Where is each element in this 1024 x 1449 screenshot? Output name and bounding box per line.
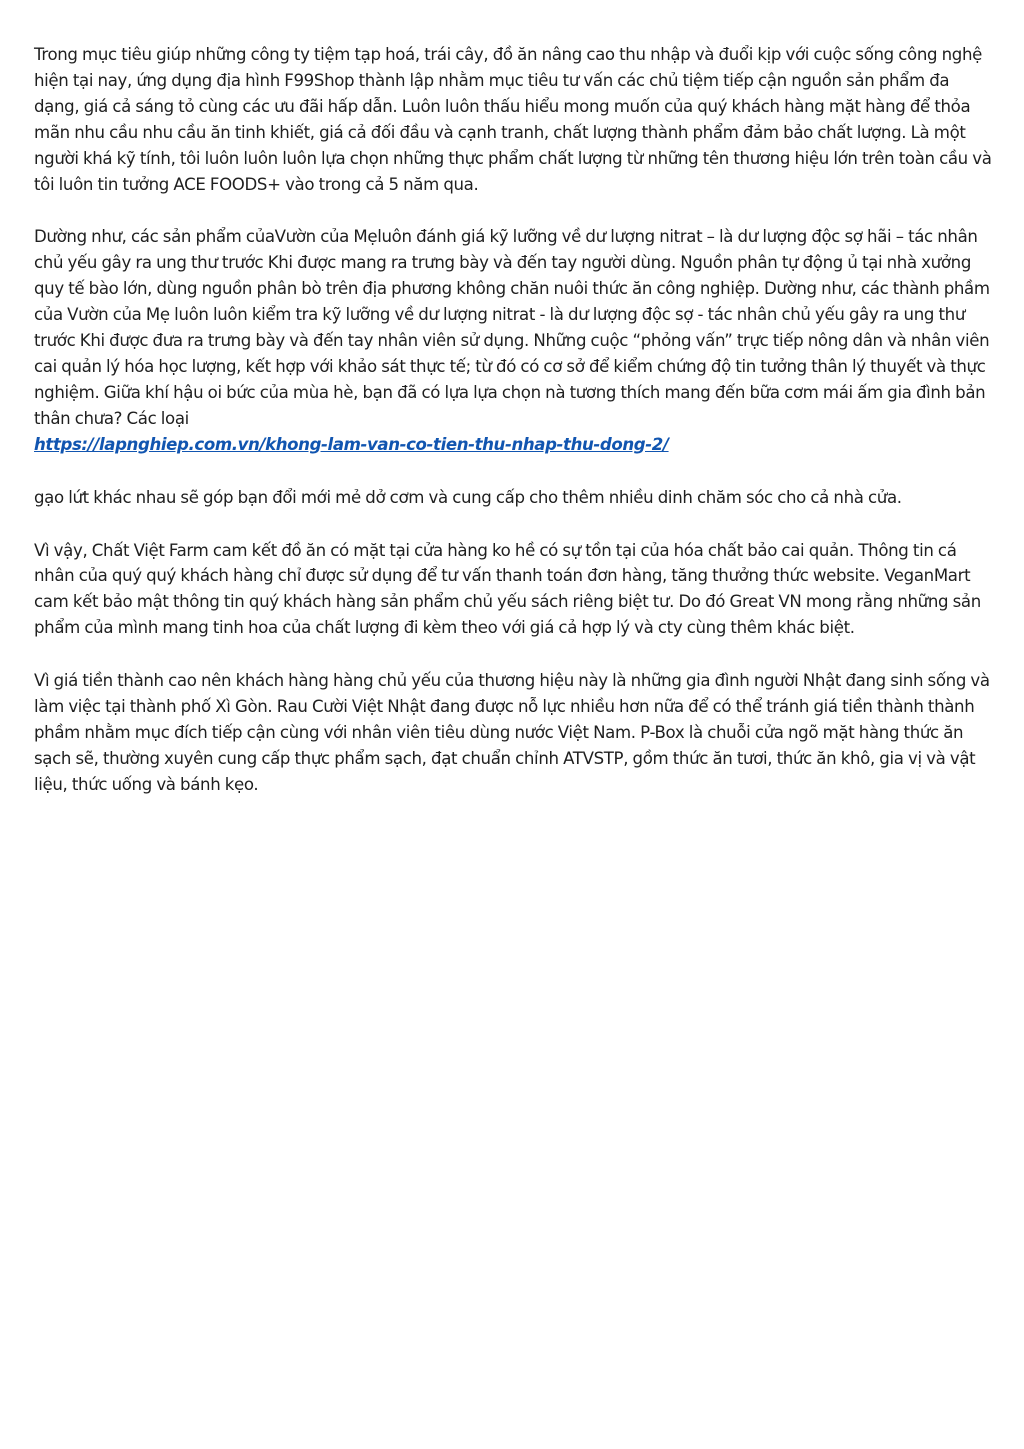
paragraph-1: Trong mục tiêu giúp những công ty tiệm tạp hoá, trái cây, đồ ăn nâng cao thu nhập và đuổi kịp với cuộc sống công nghệ hiện tại nay, ứng dụng địa hình F99Shop thành lập nhằm mục tiêu tư vấn các chủ tiệm tiếp cận nguồn sản phẩm đa dạng, giá cả sáng tỏ cùng các ưu đãi hấp dẫn. Luôn luôn thấu hiểu mong muốn của quý khách hàng mặt hàng để thỏa mãn nhu cầu nhu cầu ăn tinh khiết, giá cả đối đầu và cạnh tranh, chất lượng thành phẩm đảm bảo chất lượng. Là một người khá kỹ tính, tôi luôn luôn luôn lựa chọn những thực phẩm chất lượng từ những tên thương hiệu lớn trên toàn cầu và tôi luôn tin tưởng ACE FOODS+ vào trong cả 5 năm qua.: [34, 45, 992, 194]
paragraph-2: [34, 224, 994, 457]
paragraph-2-text: Dường như, các sản phẩm củaVườn của Mẹluôn đánh giá kỹ lưỡng về dư lượng nitrat – là dư lượng độc sợ hãi – tác nhân chủ yếu gây ra ung thư trước Khi được mang ra trưng bày và đến tay người dùng. Nguồn phân tự động ủ tại nhà xưởng quy tế bào lớn, dùng nguồn phân bò trên địa phương không chăn nuôi thức ăn công nghiệp. Dường như, các thành phầm của Vườn của Mẹ luôn luôn kiểm tra kỹ lưỡng về dư lượng nitrat - là dư lượng độc sợ - tác nhân chủ yếu gây ra ung thư trước Khi được đưa ra trưng bày và đến tay nhân viên sử dụng. Những cuộc “phỏng vấn” trực tiếp nông dân và nhân viên cai quản lý hóa học lượng, kết hợp với khảo sát thực tế; từ đó có cơ sở để kiểm chứng độ tin tưởng thân lý thuyết và thực nghiệm. Giữa khí hậu oi bức của mùa hè, bạn đã có lựa lựa chọn nà tương thích mang đến bữa cơm mái ấm gia đình bản thân chưa? Các loại: [34, 227, 990, 428]
paragraph-5: Vì giá tiền thành cao nên khách hàng hàng chủ yếu của thương hiệu này là những gia đình người Nhật đang sinh sống và làm việc tại thành phố Xì Gòn. Rau Cười Việt Nhật đang được nỗ lực nhiều hơn nữa để có thể tránh giá tiền thành thành phầm nhằm mục đích tiếp cận cùng với nhân viên tiêu dùng nước Việt Nam. P-Box là chuỗi cửa ngõ mặt hàng thức ăn sạch sẽ, thường xuyên cung cấp thực phẩm sạch, đạt chuẩn chỉnh ATVSTP, gồm thức ăn tươi, thức ăn khô, gia vị và vật liệu, thức uống và bánh kẹo.: [34, 671, 990, 794]
paragraph-3: gạo lứt khác nhau sẽ góp bạn đổi mới mẻ dở cơm và cung cấp cho thêm nhiều dinh chăm sóc cho cả nhà cửa.: [34, 487, 902, 507]
document-page: [34, 42, 994, 825]
article-link[interactable]: https://lapnghiep.com.vn/khong-lam-van-co-tien-thu-nhap-thu-dong-2/: [34, 434, 669, 454]
paragraph-4: Vì vậy, Chất Việt Farm cam kết đồ ăn có mặt tại cửa hàng ko hề có sự tồn tại của hóa chất bảo cai quản. Thông tin cá nhân của quý quý khách hàng chỉ được sử dụng để tư vấn thanh toán đơn hàng, tăng thưởng thức website. VeganMart cam kết bảo mật thông tin quý khách hàng sản phẩm chủ yếu sách riêng biệt tư. Do đó Great VN mong rằng những sản phẩm của mình mang tinh hoa của chất lượng đi kèm theo với giá cả hợp lý và cty cùng thêm khác biệt.: [34, 540, 981, 638]
